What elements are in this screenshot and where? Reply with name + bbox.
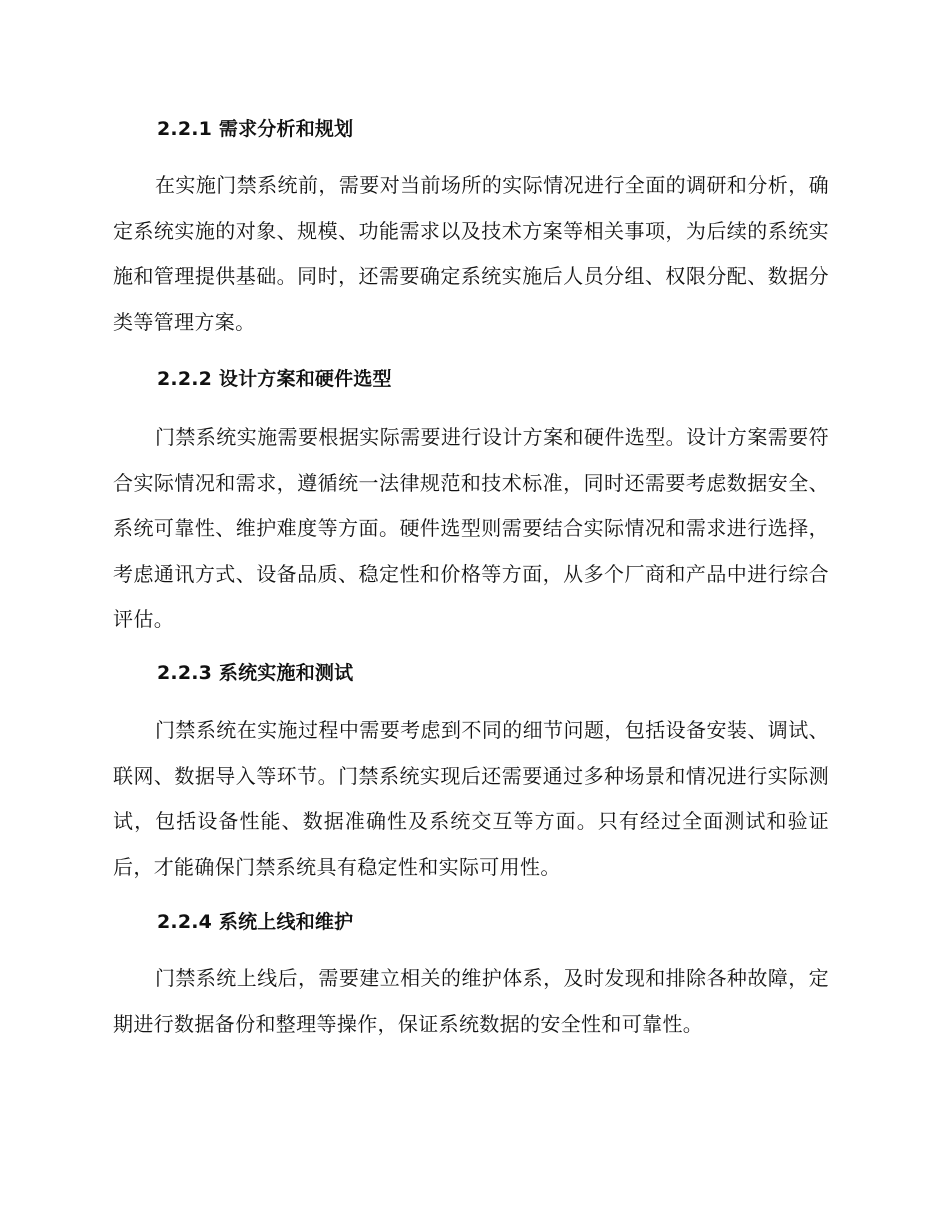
section-heading-2-2-4: 2.2.4 系统上线和维护 (157, 911, 354, 933)
section-heading-2-2-1: 2.2.1 需求分析和规划 (157, 118, 354, 140)
section-heading-2-2-3: 2.2.3 系统实施和测试 (157, 662, 354, 684)
section-body-2-2-1: 在实施门禁系统前，需要对当前场所的实际情况进行全面的调研和分析，确定系统实施的对象、规模、功能需求以及技术方案等相关事项，为后续的系统实施和管理提供基础。同时，还需要确定系统实施后人员分组、权限分配、数据分类等管理方案。 (113, 173, 829, 334)
section-body-2-2-4: 门禁系统上线后，需要建立相关的维护体系，及时发现和排除各种故障，定期进行数据备份和整理等操作，保证系统数据的安全性和可靠性。 (113, 966, 829, 1036)
section-body-2-2-2: 门禁系统实施需要根据实际需要进行设计方案和硬件选型。设计方案需要符合实际情况和需求，遵循统一法律规范和技术标准，同时还需要考虑数据安全、系统可靠性、维护难度等方面。硬件选型则需要结合实际情况和需求进行选择，考虑通讯方式、设备品质、稳定性和价格等方面，从多个厂商和产品中进行综合评估。 (113, 425, 829, 631)
section-heading-2-2-2: 2.2.2 设计方案和硬件选型 (157, 368, 392, 390)
section-body-2-2-3: 门禁系统在实施过程中需要考虑到不同的细节问题，包括设备安装、调试、联网、数据导入等环节。门禁系统实现后还需要通过多种场景和情况进行实际测试，包括设备性能、数据准确性及系统交互等方面。只有经过全面测试和验证后，才能确保门禁系统具有稳定性和实际可用性。 (113, 718, 829, 879)
